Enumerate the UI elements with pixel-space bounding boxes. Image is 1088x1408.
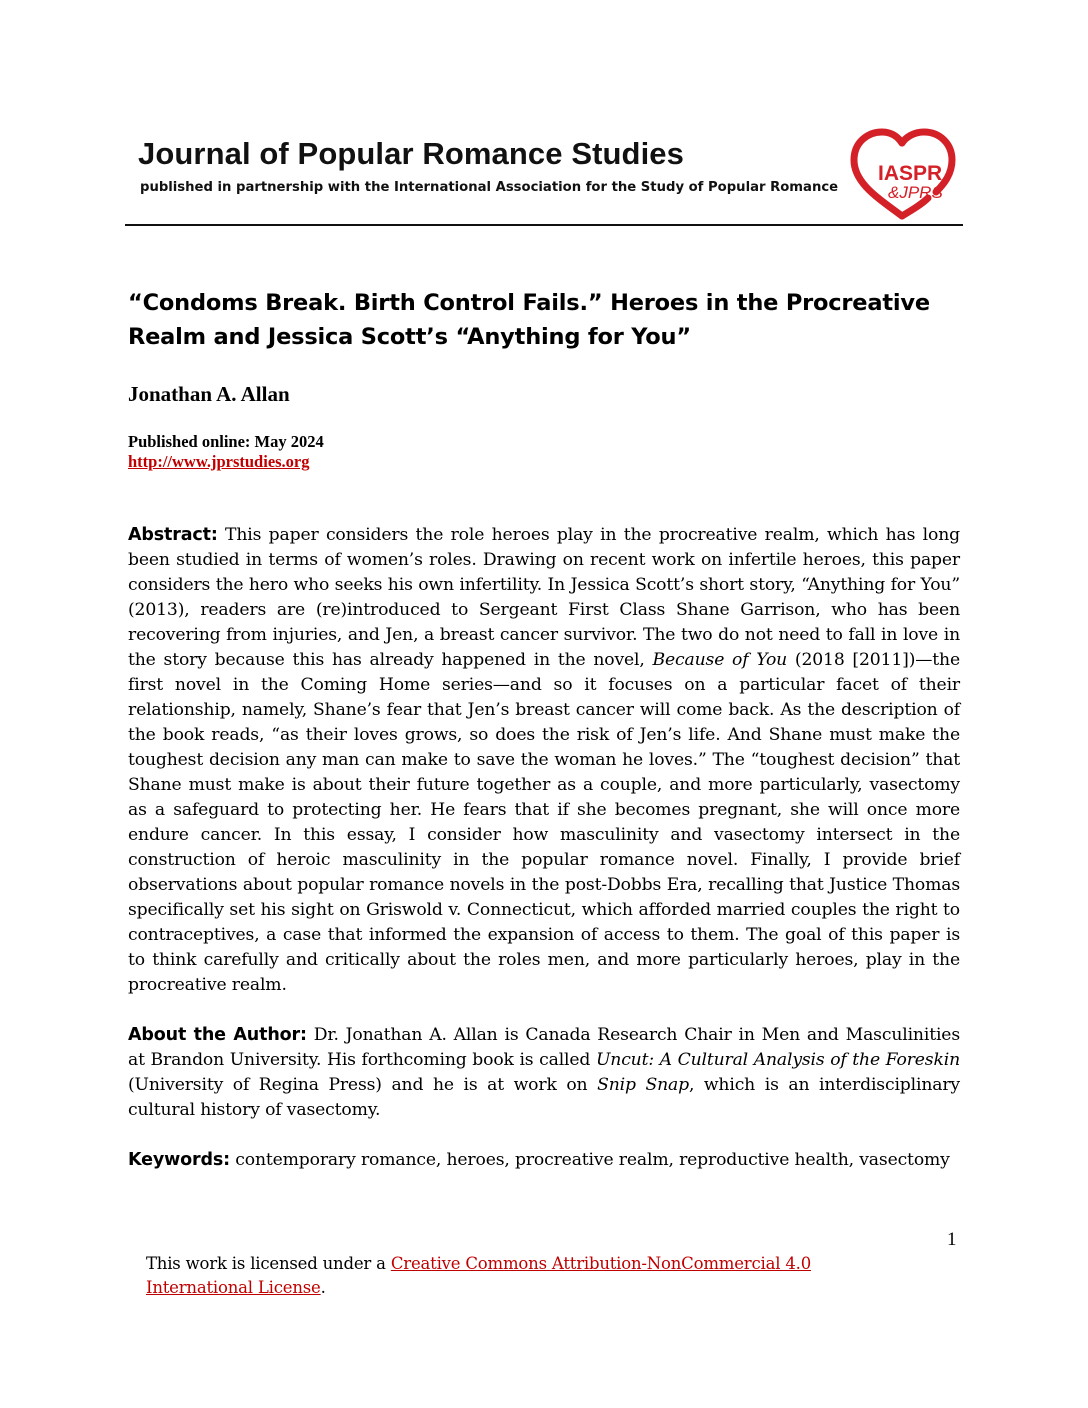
license-notice [146,1252,846,1300]
journal-title: Journal of Popular Romance Studies [138,136,684,171]
license-suffix: . [320,1278,326,1297]
abstract-text: This paper considers the role heroes play in the procreative realm, which has long been studied in terms of women’s roles. Drawing on recent work on infertile heroes, this paper considers the hero who seeks his own infertility. In Jessica Scott’s short story, “Anything for You” (2013), readers are (re)introduced to Sergeant First Class Shane Garrison, who has been recovering from injuries, and Jen, a breast cancer survivor. The two do not need to fall in love in the story because this has already happened in the novel, [128,525,960,670]
keywords-paragraph [128,1148,960,1173]
about-author-paragraph [128,1023,960,1123]
work-in-progress-title: Snip Snap [597,1075,689,1095]
logo-text-iaspr: IASPR [878,162,943,185]
keywords-label: Keywords: [128,1150,230,1170]
about-author-text-3: , which is an interdisciplinary cultural history of vasectomy. [128,1075,960,1120]
logo-text-jprs: &JPRS [888,183,943,202]
journal-website-link[interactable]: http://www.jprstudies.org [128,452,310,471]
about-author-text-2: (University of Regina Press) and he is at work on [128,1075,598,1095]
iaspr-jprs-logo [848,128,956,220]
license-link[interactable]: Creative Commons Attribution-NonCommercial 4.0 International License [146,1254,812,1297]
journal-subtitle: published in partnership with the International Association for the Study of Popular Romance [140,180,839,195]
page-number: 1 [947,1229,957,1250]
abstract-text-continued: (2018 [2011])—the first novel in the Coming Home series—and so it focuses on a particular facet of their relationship, namely, Shane’s fear that Jen’s breast cancer will come back. As the description of the book reads, “as their loves grows, so does the risk of Jen’s life. And Shane must make the toughest decision any man can make to save the woman he loves.” The “toughest decision” that Shane must make is about their future together as a couple, and more particularly, vasectomy as a safeguard to protecting her. He fears that if she becomes pregnant, she will once more endure cancer. In this essay, I consider how masculinity and vasectomy intersect in the construction of heroic masculinity in the popular romance novel. Finally, I provide brief observations about popular romance novels in the post-Dobbs Era, recalling that Justice Thomas specifically set his sight on Griswold v. Connecticut, which afforded married couples the right to contraceptives, a case that informed the expansion of access to them. The goal of this paper is to think carefully and critically about the roles men, and more particularly heroes, play in the procreative realm. [128,650,960,995]
about-author-text: Dr. Jonathan A. Allan is Canada Research Chair in Men and Masculinities at Brandon University. His forthcoming book is called [128,1025,960,1070]
author-name: Jonathan A. Allan [128,382,290,406]
keywords-text: contemporary romance, heroes, procreative realm, reproductive health, vasectomy [229,1150,950,1170]
license-prefix: This work is licensed under a [146,1254,391,1273]
article-title: “Condoms Break. Birth Control Fails.” Heroes in the Procreative Realm and Jessica Scott’s “Anything for You” [128,290,930,350]
header-divider [125,224,963,226]
publication-date: Published online: May 2024 [128,432,324,451]
abstract-paragraph [128,523,960,998]
forthcoming-book-title: Uncut: A Cultural Analysis of the Foreskin [595,1050,960,1070]
about-author-label: About the Author: [128,1025,307,1045]
abstract-book-title: Because of You [652,650,788,670]
abstract-label: Abstract: [128,525,218,545]
